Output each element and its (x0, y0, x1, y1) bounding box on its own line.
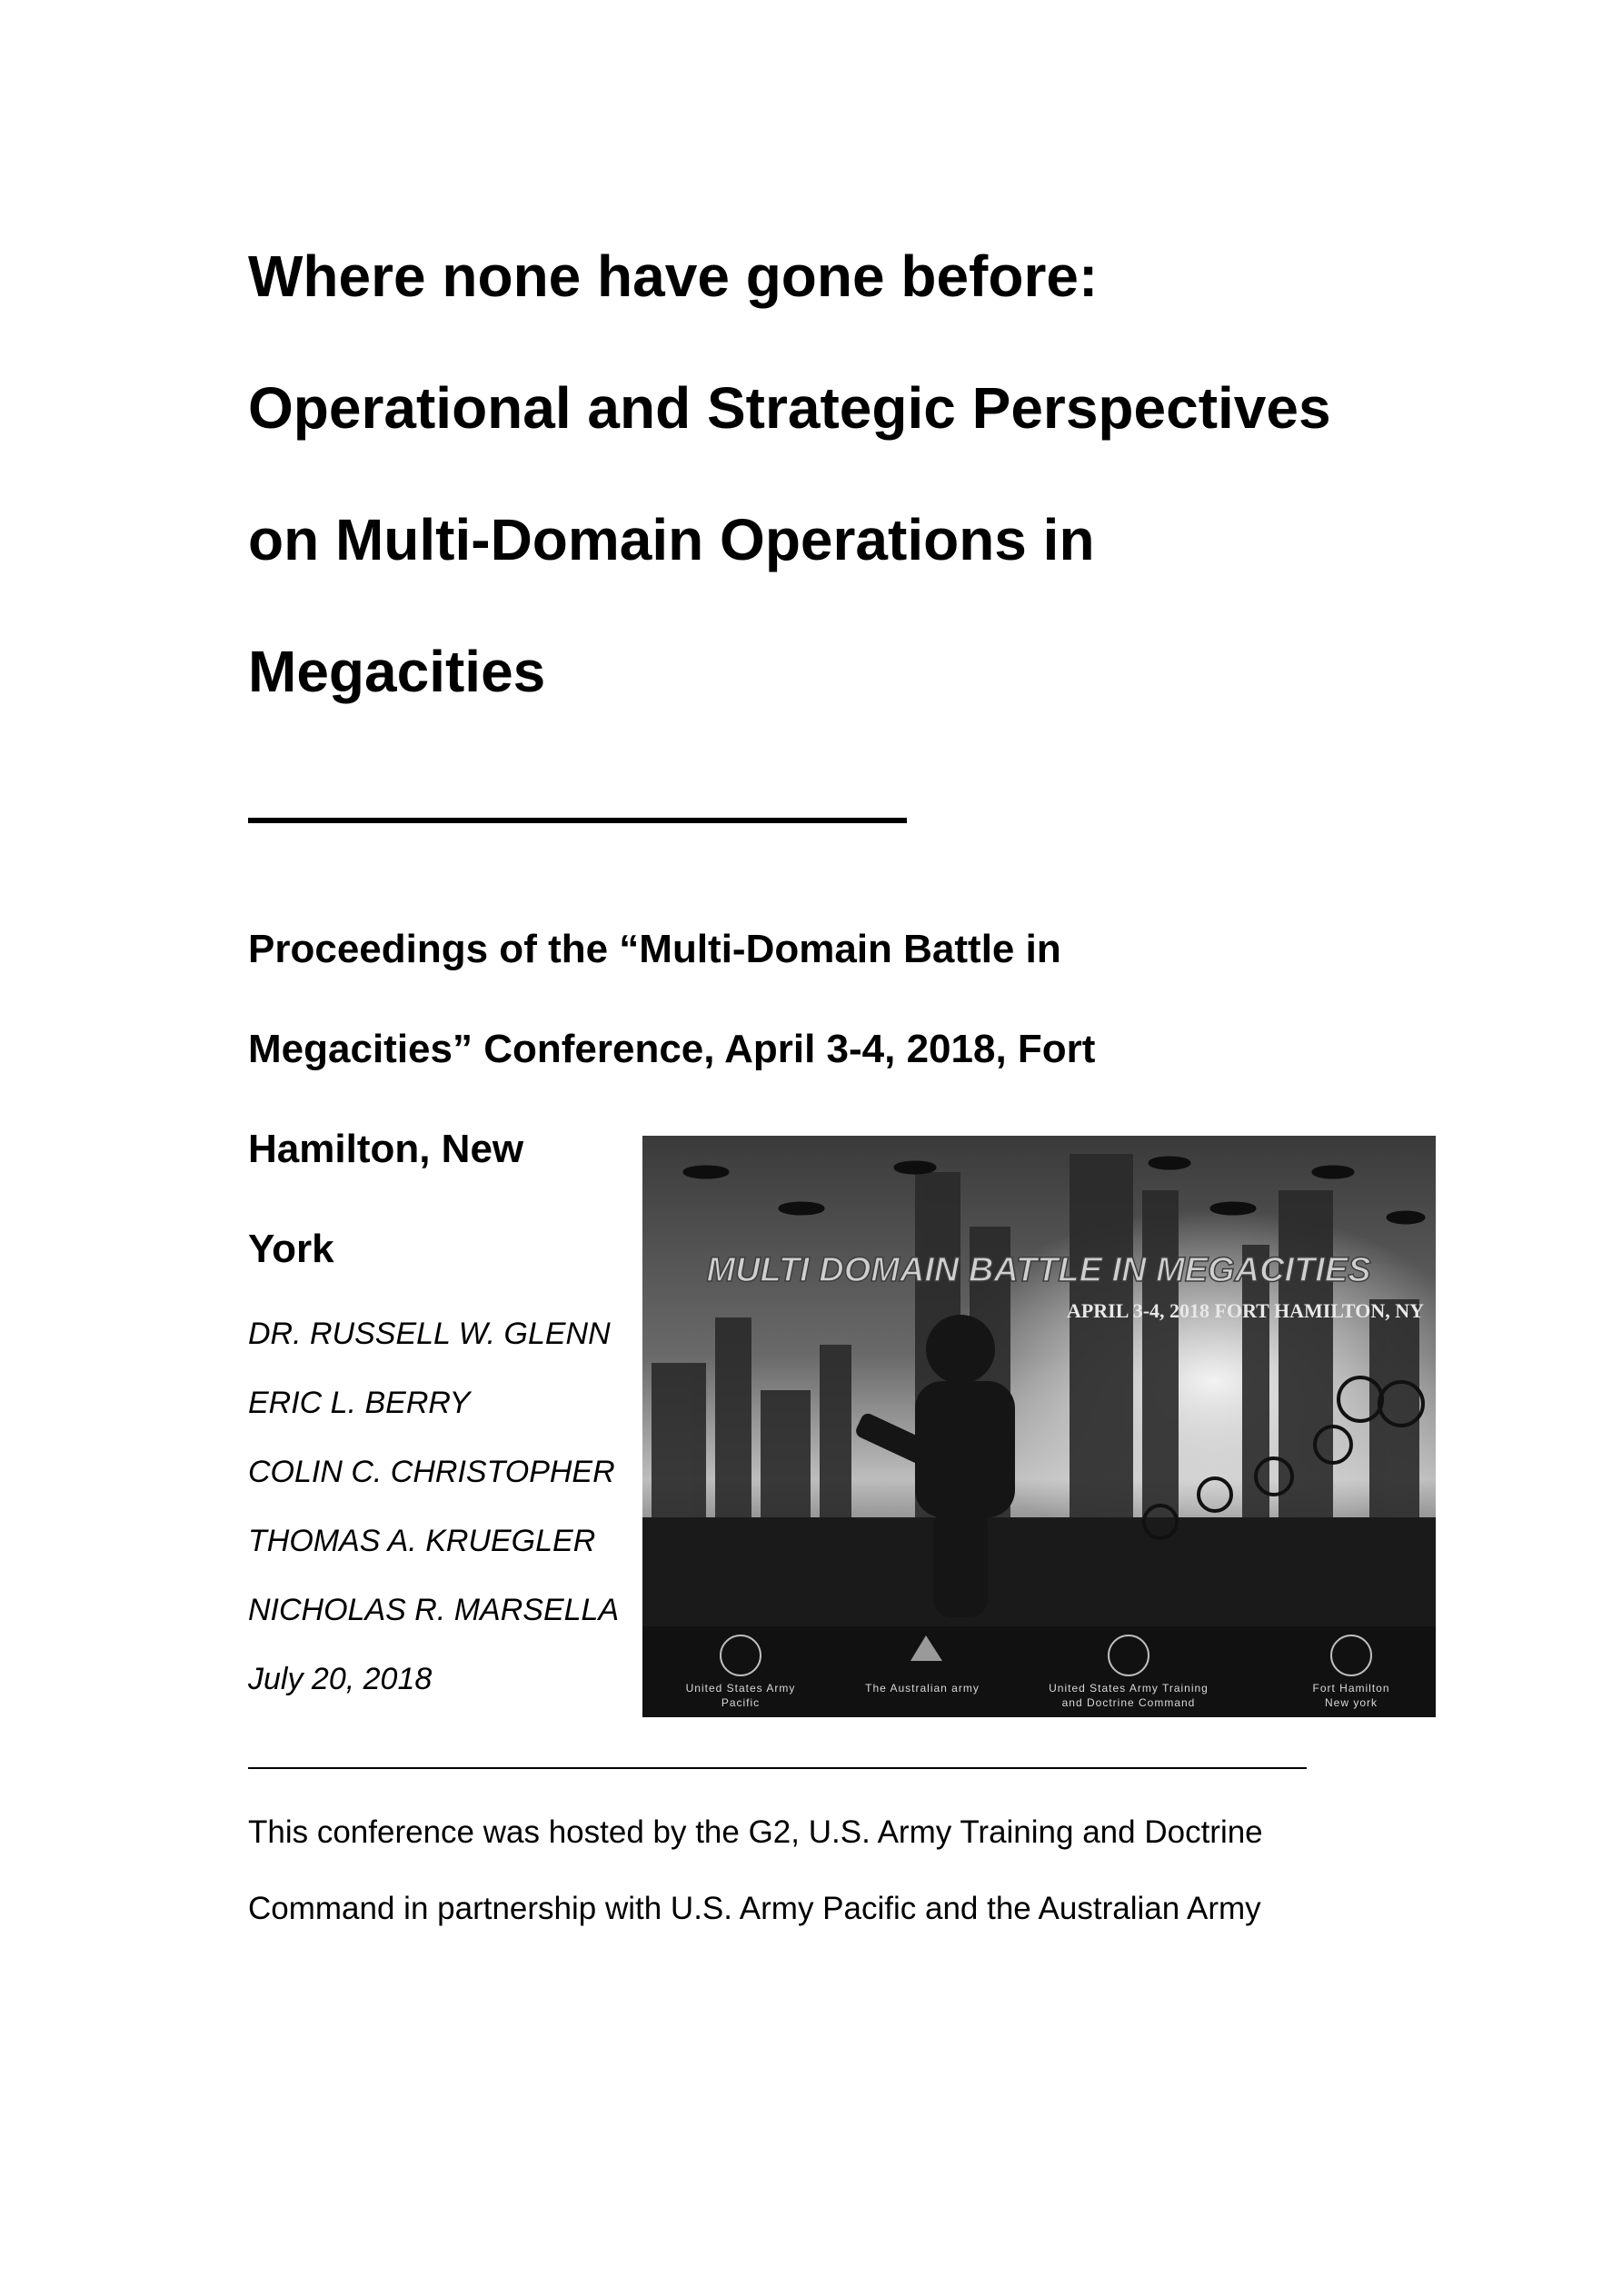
author-name: THOMAS A. KRUEGLER (248, 1524, 596, 1558)
author-list (248, 1299, 619, 1714)
publication-date: July 20, 2018 (248, 1662, 433, 1696)
sponsor-label: Fort Hamilton (1312, 1682, 1390, 1695)
document-title (248, 211, 1429, 738)
footer-divider (248, 1767, 1307, 1769)
conference-poster-image (642, 1136, 1436, 1717)
poster-subline: APRIL 3-4, 2018 FORT HAMILTON, NY (1066, 1299, 1424, 1322)
author-name: COLIN C. CHRISTOPHER (248, 1455, 615, 1489)
hosting-note-line-1: This conference was hosted by the G2, U.S. Army Training and Doctrine (248, 1814, 1263, 1850)
proceedings-line-3: Hamilton, New (248, 1127, 524, 1171)
sponsor-label: United States Army (685, 1682, 796, 1695)
sponsor-label: and Doctrine Command (1061, 1696, 1196, 1709)
poster-headline: MULTI DOMAIN BATTLE IN MEGACITIES (706, 1251, 1371, 1289)
author-name: DR. RUSSELL W. GLENN (248, 1317, 611, 1351)
author-name: ERIC L. BERRY (248, 1386, 471, 1420)
sponsor-label: United States Army Training (1049, 1682, 1209, 1695)
sponsor-label: Pacific (721, 1696, 761, 1709)
hosting-note-line-2: Command in partnership with U.S. Army Pacific and the Australian Army (248, 1891, 1261, 1926)
title-line-1: Where none have gone before: (248, 244, 1099, 309)
hosting-note (248, 1794, 1263, 1947)
author-name: NICHOLAS R. MARSELLA (248, 1593, 620, 1627)
proceedings-line-4: York (248, 1227, 334, 1271)
sponsor-label: The Australian army (865, 1682, 980, 1695)
proceedings-line-1: Proceedings of the “Multi-Domain Battle in (248, 927, 1061, 971)
title-divider (248, 818, 907, 823)
title-line-3: on Multi-Domain Operations in (248, 507, 1095, 572)
sponsor-label: New york (1324, 1696, 1378, 1709)
title-line-2: Operational and Strategic Perspectives (248, 375, 1331, 441)
title-line-4: Megacities (248, 639, 546, 704)
proceedings-line-2: Megacities” Conference, April 3-4, 2018, Fort (248, 1027, 1096, 1071)
